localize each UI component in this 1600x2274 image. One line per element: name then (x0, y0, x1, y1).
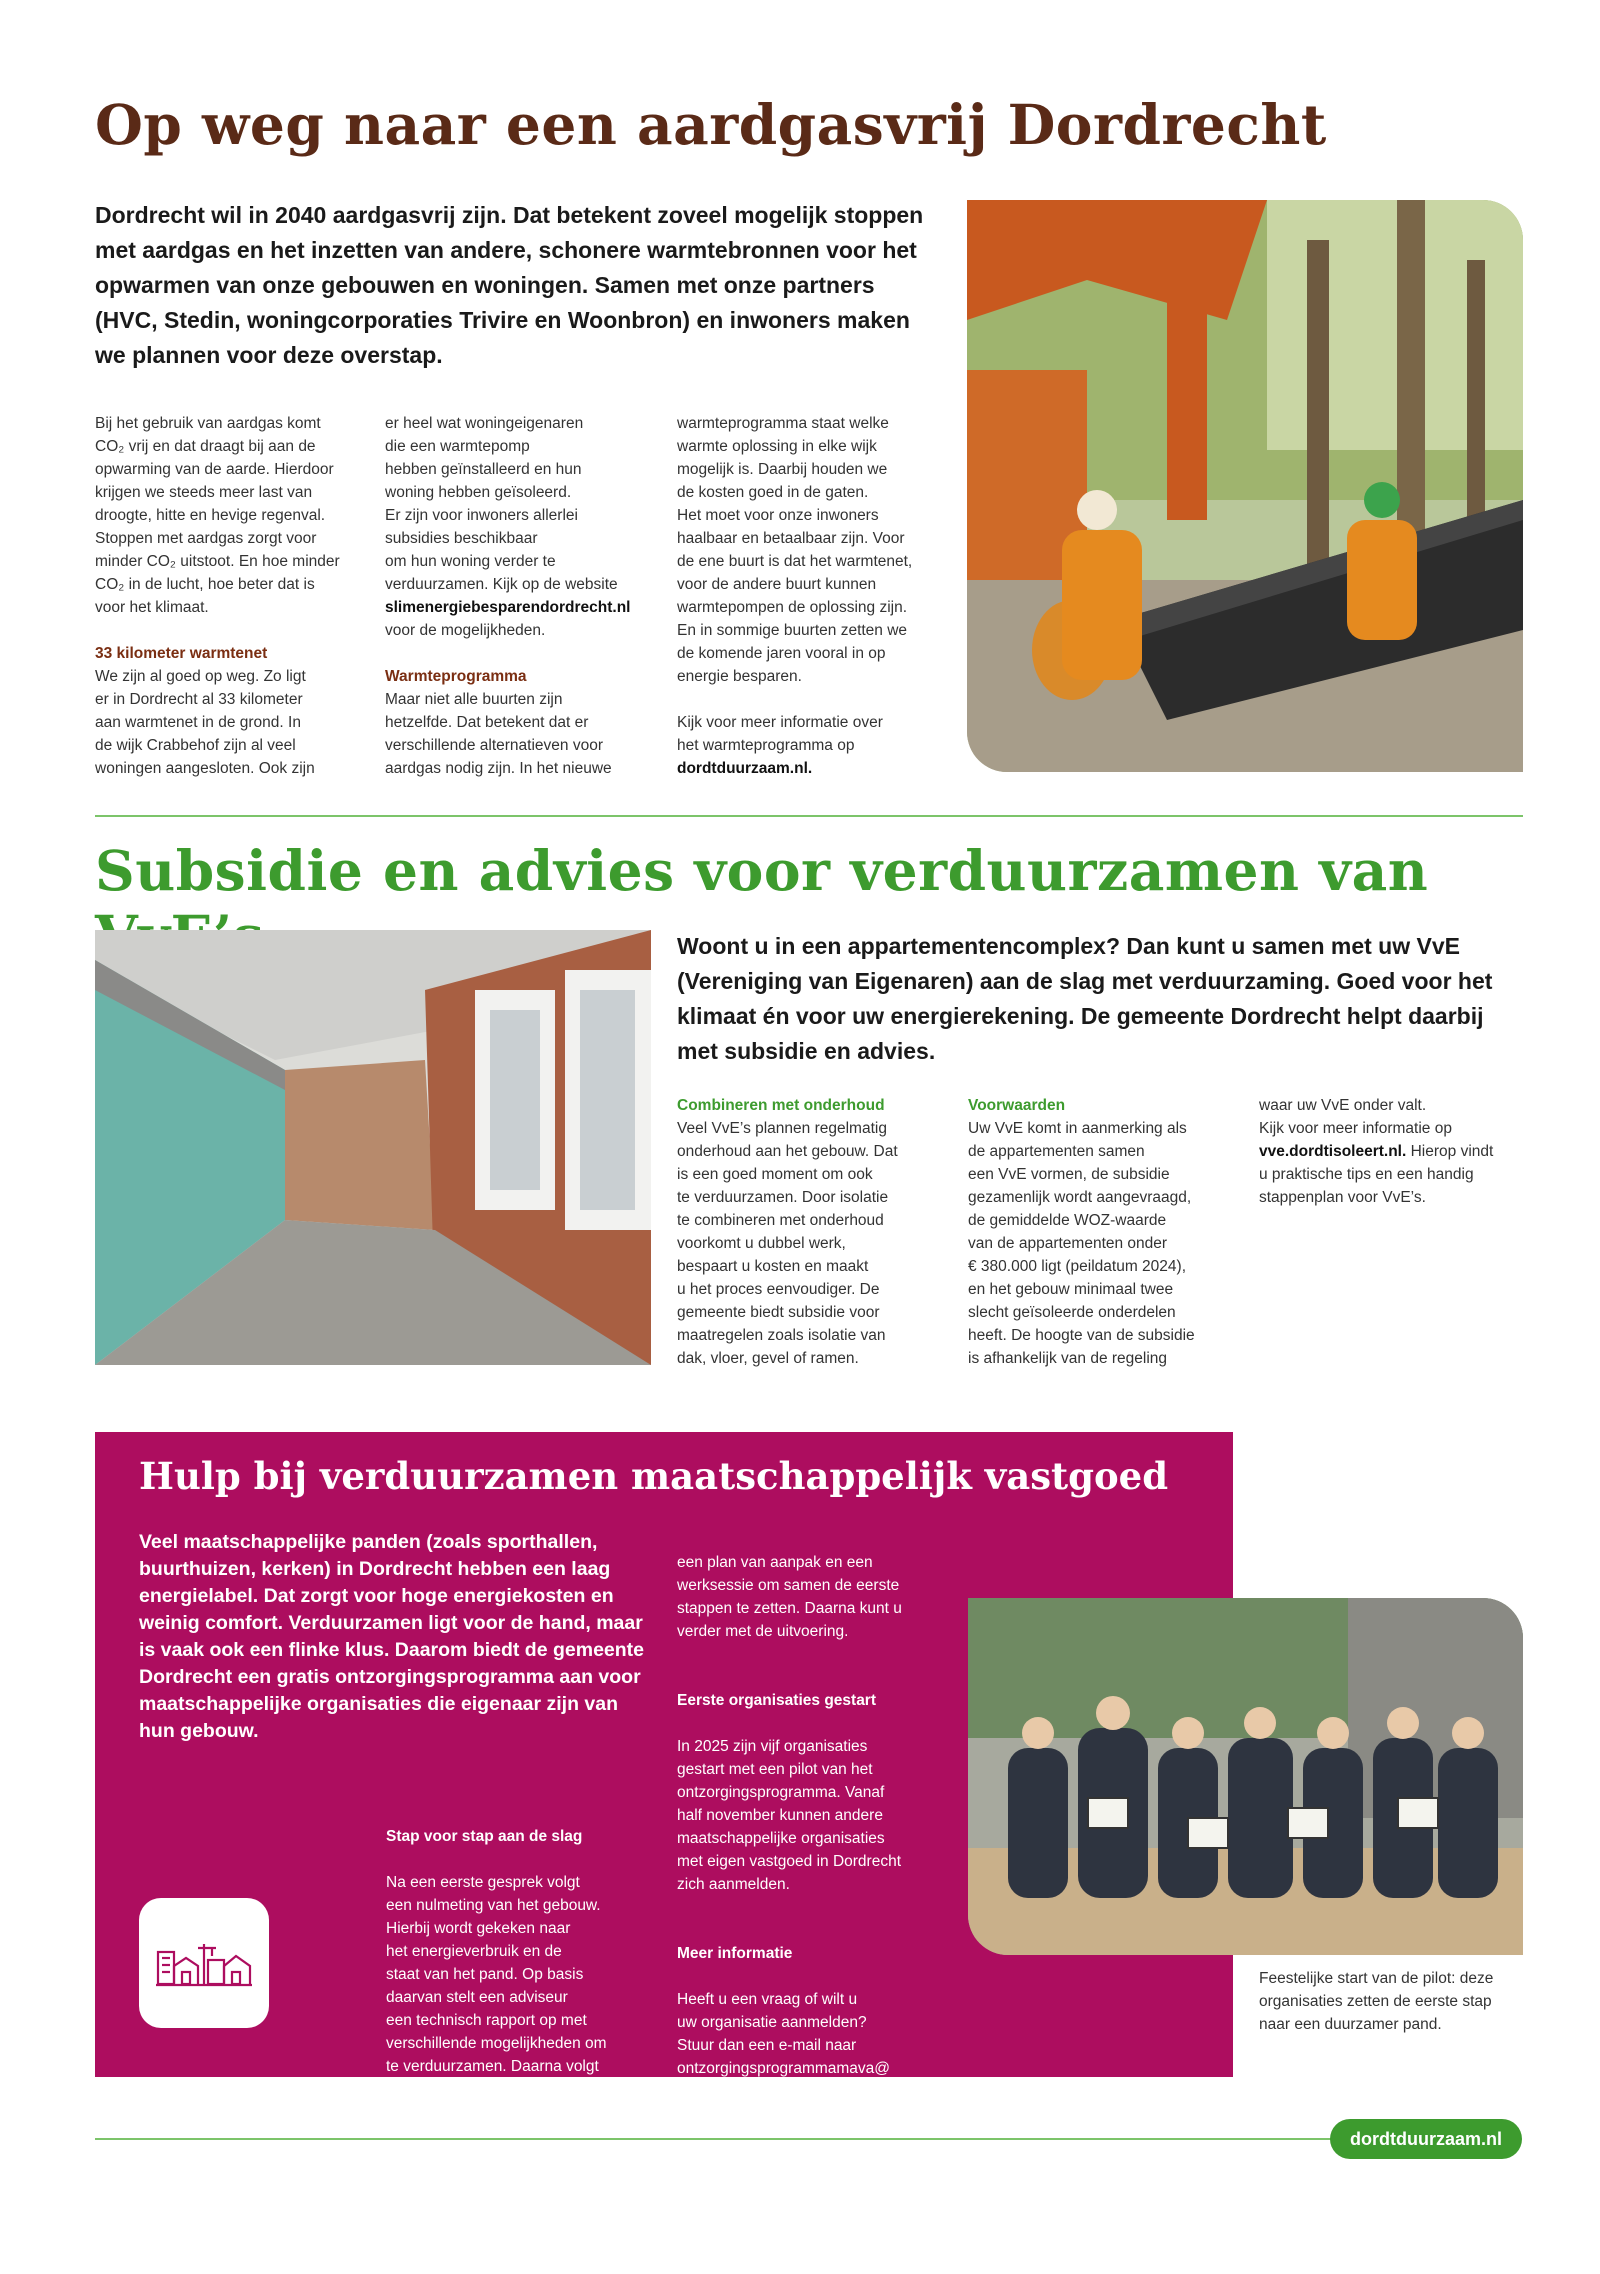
section1-col2 (385, 412, 655, 780)
section3-title: Hulp bij verduurzamen maatschappelijk vastgoed (139, 1454, 1169, 1498)
section3-lead: Veel maatschappelijke panden (zoals sporthallen, buurthuizen, kerken) in Dordrecht hebben een laag energielabel. Dat zorgt voor hoge energiekosten en weinig comfort. Verduurzamen ligt voor de hand, maar is vaak ook een flinke klus. Daarom biedt de gemeente Dordrecht een gratis ontzorgingsprogramma aan voor maatschappelijke organisaties die eigenaar zijn van hun gebouw. (139, 1531, 645, 1742)
divider-1 (95, 815, 1523, 817)
section2-col1 (677, 1094, 947, 1370)
section1-col3-link[interactable]: dordtduurzaam.nl. (677, 760, 813, 777)
section3-col2-subheading1: Eerste organisaties gestart (677, 1692, 877, 1709)
section2-col3-text2: Hierop vindt u praktische tips en een handig stappenplan voor VvE’s. (1259, 1143, 1494, 1206)
group-photo-illustration (968, 1598, 1523, 1955)
section2-col1-text: Veel VvE’s plannen regelmatig onderhoud aan het gebouw. Dat is een goed moment om ook te verduurzamen. Door isolatie te combineren met onderhoud voorkomt u dubbel werk, bespaart u kosten en maakt u het proces eenvoudiger. De gemeente biedt subsidie voor maatregelen zoals isolatie van dak, vloer, gevel of ramen. (677, 1120, 898, 1367)
section1-title: Op weg naar een aardgasvrij Dordrecht (95, 92, 1327, 157)
section2-col3 (1259, 1094, 1529, 1209)
gallery-walkway-photo (95, 930, 651, 1365)
section2-title: Subsidie en advies voor verduurzamen van (95, 838, 1429, 903)
section2-col3-text: waar uw VvE onder valt. Kijk voor meer informatie op (1259, 1097, 1452, 1137)
section3-col1-subheading: Stap voor stap aan de slag (386, 1828, 583, 1845)
section1-col3 (677, 412, 947, 780)
workers-pipe-photo (967, 200, 1523, 772)
section2-col2-text: Uw VvE komt in aanmerking als de appartementen samen een VvE vormen, de subsidie gezamenlijk wordt aangevraagd, de gemiddelde WOZ-waarde van de appartementen onder € 380.000 ligt (peildatum 2024), en het gebouw minimaal twee slecht geïsoleerde onderdelen heeft. De hoogte van de subsidie is afhankelijk van de regeling (968, 1120, 1195, 1367)
section3-col2-text2: In 2025 zijn vijf organisaties gestart met een pilot van het ontzorgingsprogramma. Vanaf half november kunnen andere maatschappelijke organisaties met eigen vastgoed in Dordrecht zich aanmelden. (677, 1738, 902, 1893)
section2-col2-subheading: Voorwaarden (968, 1097, 1066, 1114)
group-photo-caption: Feestelijke start van de pilot: deze organisaties zetten de eerste stap naar een duurzamer pand. (1259, 1970, 1494, 2033)
buildings-icon-box (139, 1898, 269, 2028)
section1-col3-text2: Kijk voor meer informatie over het warmteprogramma op (677, 714, 883, 754)
section1-col1-subheading: 33 kilometer warmtenet (95, 645, 268, 662)
section1-col2-text: er heel wat woningeigenaren die een warmtepomp hebben geïnstalleerd en hun woning hebben geïsoleerd. Er zijn voor inwoners allerlei subsidies beschikbaar om hun woning verder te verduurzamen. Kijk op de website (385, 415, 618, 593)
section1-lead: Dordrecht wil in 2040 aardgasvrij zijn. Dat betekent zoveel mogelijk stoppen met aardgas en het inzetten van andere, schonere warmtebronnen voor het opwarmen van onze gebouwen en woningen. Samen met onze partners (HVC, Stedin, woningcorporaties Trivire en Woonbron) en inwoners maken we plannen voor deze overstap. (95, 202, 924, 368)
workers-pipe-illustration (967, 200, 1523, 772)
section3-col2-text3: Heeft u een vraag of wilt u uw organisatie aanmelden? Stuur dan een e-mail naar ontzorgingsprogrammamava@ dordrecht.nl. Kijk voor meer informatie op (677, 1991, 891, 2123)
section2-col3-link[interactable]: vve.dordtisoleert.nl. (1259, 1143, 1407, 1160)
section1-col2-subheading: Warmteprogramma (385, 668, 527, 685)
section1-col3-text: warmteprogramma staat welke warmte oplossing in elke wijk mogelijk is. Daarbij houden we de kosten goed in de gaten. Het moet voor onze inwoners haalbaar en betaalbaar zijn. Voor de ene buurt is dat het warmtenet, voor de andere buurt kunnen warmtepompen de oplossing zijn. En in sommige buurten zetten we de komende jaren vooral in op energie besparen. (677, 415, 913, 685)
section1-col1-text: Bij het gebruik van aardgas komt CO₂ vrij en dat draagt bij aan de opwarming van de aarde. Hierdoor krijgen we steeds meer last van droogte, hitte en hevige regenval. Stoppen met aardgas zorgt voor minder CO₂ uitstoot. En hoe minder CO₂ in de lucht, hoe beter dat is voor het klimaat. (95, 415, 340, 616)
section2-col1-subheading: Combineren met onderhoud (677, 1097, 885, 1114)
footer-url-badge[interactable]: dordtduurzaam.nl (1330, 2119, 1522, 2159)
section1-col2-link[interactable]: slimenergiebesparendordrecht.nl (385, 599, 631, 616)
section3-col1-text: Na een eerste gesprek volgt een nulmeting van het gebouw. Hierbij wordt gekeken naar het energieverbruik en de staat van het pand. Op basis daarvan stelt een adviseur een technisch rapport op met verschillende mogelijkheden om te verduurzamen. Daarna volgt (386, 1874, 607, 2075)
section3-col2-text1: een plan van aanpak en een werksessie om samen de eerste stappen te zetten. Daarna kunt u verder met de uitvoering. (677, 1554, 902, 1640)
group-photo (968, 1598, 1523, 1955)
section2-col2 (968, 1094, 1238, 1370)
section1-col2-text2: Maar niet alle buurten zijn hetzelfde. Dat betekent dat er verschillende alternatieven voor aardgas nodig zijn. In het nieuwe (385, 691, 612, 777)
section1-col2-text-b: voor de mogelijkheden. (385, 622, 546, 639)
section2-lead: Woont u in een appartementencomplex? Dan kunt u samen met uw VvE (Vereniging van Eigenaren) aan de slag met verduurzaming. Goed voor het klimaat én voor uw energierekening. De gemeente Dordrecht helpt daarbij met subsidie en advies. (677, 933, 1493, 1064)
buildings-icon (154, 1938, 254, 1988)
footer-rule (95, 2138, 1335, 2140)
section3-col2 (677, 1528, 947, 2195)
section3-col2-link[interactable]: dordtduurzaam.nl/mava. (677, 2152, 857, 2169)
section3-col1 (386, 1802, 656, 2101)
section3-col2-subheading2: Meer informatie (677, 1945, 793, 1962)
section1-col1-text2: We zijn al goed op weg. Zo ligt er in Dordrecht al 33 kilometer aan warmtenet in de grond. In de wijk Crabbehof zijn al veel woningen aangesloten. Ook zijn (95, 668, 315, 777)
section1-col1 (95, 412, 365, 780)
gallery-walkway-illustration (95, 930, 651, 1365)
